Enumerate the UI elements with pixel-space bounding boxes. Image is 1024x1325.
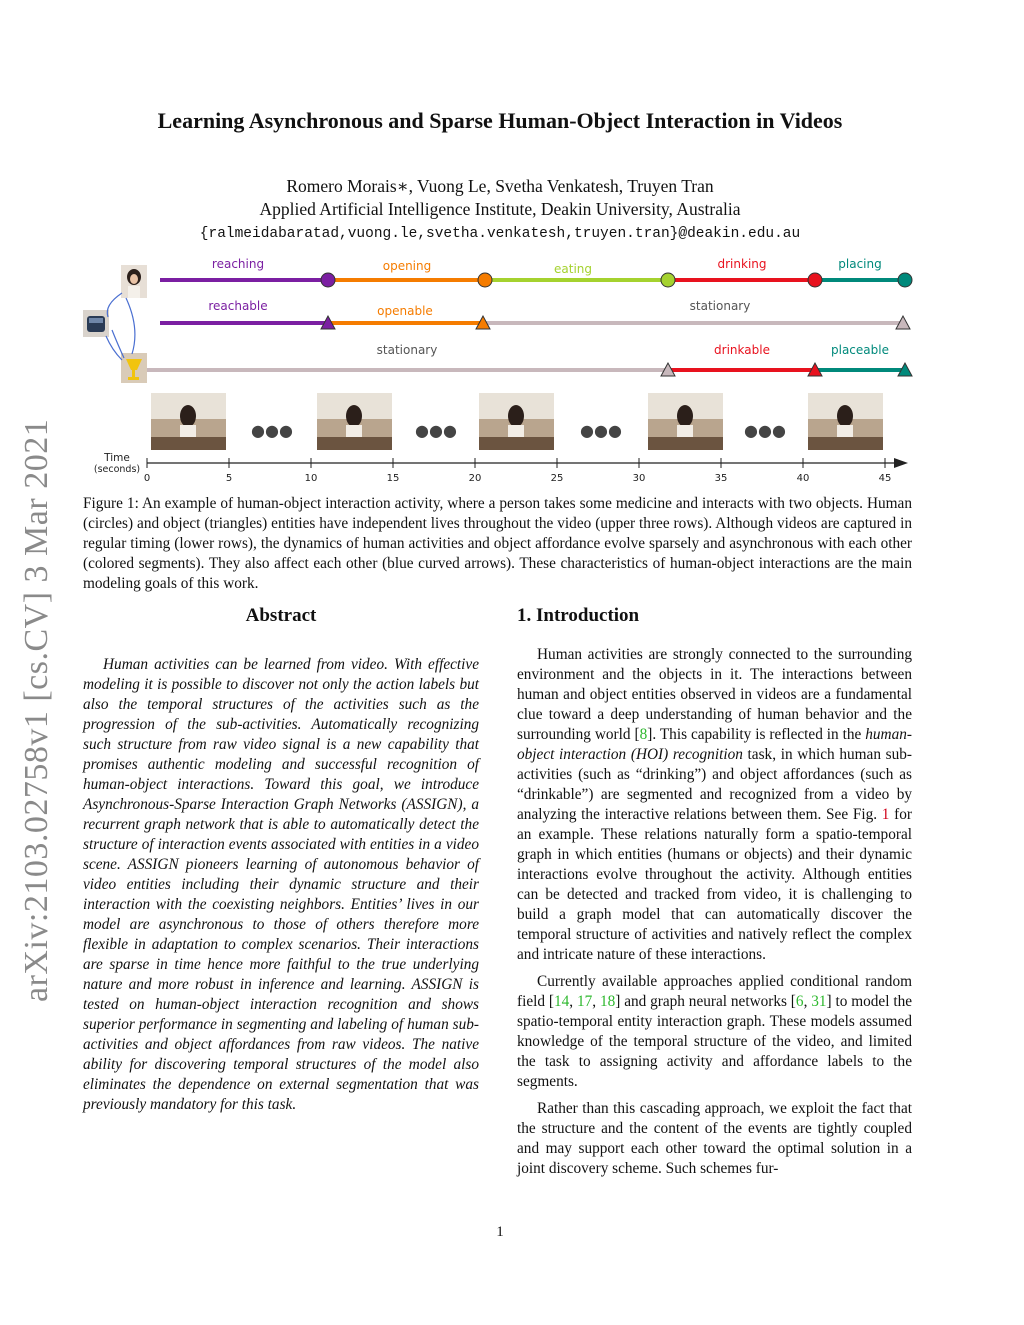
introduction-body [517,645,912,1186]
tick-label: 40 [796,473,810,484]
figure-caption: Figure 1: An example of human-object interaction activity, where a person takes some medicine and interacts with two objects. Human (circles) and object (triangles) entities have independent lives throughout the video (upper three rows). Although videos are captured in regular timing (lower rows), the dynamics of human activities and object affordance evolve sparsely and asynchronous with each other (colored segments). They also affect each other (blue curved arrows). These characteristics of human-object interactions are the main modeling goals of this work. [83,495,912,592]
axis-label-time: Time [104,452,130,464]
figure-link[interactable]: 1 [881,806,890,823]
tick-label: 25 [550,473,564,484]
citation-link[interactable]: 17 [576,993,593,1010]
label-stationary: stationary [689,299,751,313]
tick-label: 35 [714,473,728,484]
ellipsis-dots: ●●● [251,421,293,440]
axis-label-seconds: (seconds) [93,464,141,475]
boundary-circle [808,273,822,287]
tick-label: 0 [143,473,151,484]
paper-emails: {ralmeidabaratad,vuong.le,svetha.venkatesh,truyen.tran}@deakin.edu.au [199,226,801,242]
interaction-arrows [106,293,135,360]
label-openable: openable [377,304,433,318]
page-number: 1 [496,1224,504,1240]
citation-link[interactable]: 18 [599,993,616,1010]
abstract-body: Human activities can be learned from video. With effective modeling it is possible to discover not only the action labels but also the temporal structures of the activities such as the progression of the sub-activities. Automatically recognizing such structure from raw video signal is a new capability that promises authentic modeling and successful recognition of human-object interactions. Toward this goal, we introduce Asynchronous-Sparse Interaction Graph Networks (ASSIGN), a recurrent graph network that is able to automatically detect the structure of interaction events associated with entities in a video scene. ASSIGN pioneers learning of autonomous behavior of video entities including their dynamic structure and their interaction with the coexisting neighbors. Entities’ lives in our model are asynchronous to those of others therefore more flexible in adaptation to complex scenarios. Their interactions are sparse in time hence more faithful to the true underlying nature and more robust in inference and learning. ASSIGN is tested on human-object interaction recognition and shows superior performance in segmenting and labeling of human sub-activities and object affordances from raw videos. The native ability for discovering temporal structures of the model also eliminates the dependence on external segmentation that was previously mandatory for this task. [83,656,479,1113]
label-eating: eating [554,262,592,276]
paper-affiliation: Applied Artificial Intelligence Institute, Deakin University, Australia [259,199,741,219]
figure-1 [0,250,1024,490]
video-frame [808,393,883,450]
label-drinkable: drinkable [714,343,770,357]
citation-link[interactable]: 31 [811,993,827,1010]
arxiv-sidebar-id: arXiv:2103.02758v1 [cs.CV] 3 Mar 2021 [18,418,55,1002]
video-frame [151,393,226,450]
tick-label: 10 [304,473,318,484]
label-reachable: reachable [208,299,268,313]
ellipsis-dots: ●●● [415,421,457,440]
medicine-box-thumbnail [83,310,109,337]
paragraph: Currently available approaches applied conditional random field [14, 17, 18] and graph neural networks [6, 31] to model the spatio-temporal entity interaction graph. These models assumed knowledge of the temporal structure of the video, and limited the task to assigning activity and affordance labels to the segments. [517,973,913,1090]
ellipsis-dots: ●●● [744,421,786,440]
paragraph: Rather than this cascading approach, we exploit the fact that the structure and the content of the events are tightly coupled and may support each other toward the optimal solution in a joint discovery scheme. Such schemes fur- [517,1100,912,1177]
abstract-heading: Abstract [245,605,317,626]
person-thumbnail [121,265,147,298]
boundary-circle [478,273,492,287]
cup-thumbnail [121,353,147,383]
introduction-heading: 1. Introduction [517,605,640,626]
citation-link[interactable]: 14 [553,993,570,1010]
tick-label: 30 [632,473,646,484]
video-frame [317,393,392,450]
video-frame [648,393,723,450]
label-placeable: placeable [831,343,889,357]
tick-label: 5 [225,473,233,484]
paper-title: Learning Asynchronous and Sparse Human-Object Interaction in Videos [157,108,843,133]
paper-authors: Romero Morais∗, Vuong Le, Svetha Venkatesh, Truyen Tran [286,176,714,196]
tick-label: 15 [386,473,400,484]
boundary-circle [898,273,912,287]
tick-label: 45 [878,473,892,484]
label-stationary: stationary [376,343,438,357]
citation-link[interactable]: 8 [639,726,648,743]
paragraph: Human activities are strongly connected to the surrounding environment and the objects in it. The interactions between human and object entities observed in videos are a fundamental clue toward a deep understanding of human behavior and the surrounding world [8]. This capability is reflected in the human-object interaction (HOI) recognition task, in which human sub-activities (such as “drinking”) and object affordances (such as “drinkable”) are segmented and recognized from a video by analyzing the interactive relations between them. See Fig. 1 for an example. These relations naturally form a spatio-temporal graph in which entities (humans or objects) and their dynamic interactions evolve throughout the activity. Although entities can be detected and tracked from video, it is challenging to build a graph model that can automatically discover the temporal structure of activities and natively reflect the complex and intricate nature of these interactions. [517,646,912,963]
label-opening: opening [382,259,432,273]
axis-arrowhead [894,458,908,468]
boundary-circle [321,273,335,287]
tick-label: 20 [468,473,482,484]
label-placing: placing [838,257,882,271]
citation-link[interactable]: 6 [795,993,804,1010]
boundary-circle [661,273,675,287]
label-drinking: drinking [717,257,767,271]
video-frame [479,393,554,450]
label-reaching: reaching [211,257,265,271]
time-ticks [144,458,892,484]
ellipsis-dots: ●●● [580,421,622,440]
